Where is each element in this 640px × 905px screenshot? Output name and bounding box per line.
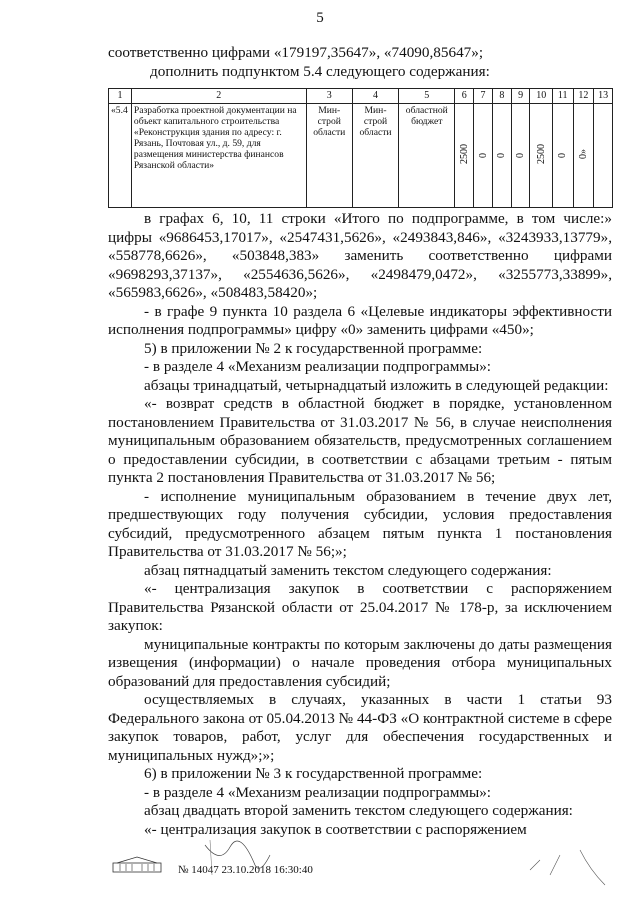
paragraph: муниципальные контракты по которым заключены до даты размещения извещения (информации) о начале проведения отбора муниципальных образований для предоставления субсидий; <box>108 635 612 690</box>
col-header: 5 <box>399 89 455 104</box>
table-row <box>109 104 613 208</box>
row-executor: Мин-строй области <box>306 104 352 208</box>
col-header: 10 <box>530 89 552 104</box>
paragraph: «- централизация закупок в соответствии с распоряжением <box>144 820 527 838</box>
paragraph: «- централизация закупок в соответствии с распоряжением Правительства Рязанской области от 25.04.2017 № 178-р, за исключением закупок: <box>108 580 612 634</box>
intro-block <box>108 44 612 81</box>
intro-line-1: соответственно цифрами «179197,35647», «74090,85647»; <box>108 44 484 61</box>
cell-c9: 0 <box>515 153 527 158</box>
table-header-row <box>109 89 613 104</box>
cell-c11: 0 <box>557 153 569 158</box>
cell-c8: 0 <box>496 153 508 158</box>
page-number: 5 <box>316 10 324 26</box>
col-header: 7 <box>474 89 493 104</box>
col-header: 1 <box>109 89 132 104</box>
paragraph: - в графе 9 пункта 10 раздела 6 «Целевые индикаторы эффективности исполнения подпрограммы» цифру «0» заменить цифрами «450»; <box>108 302 612 338</box>
paragraph: - исполнение муниципальным образованием в течение двух лет, предшествующих году получения субсидии, условия предоставления субсидий, предусмотренного абзацем пятым пункта 1 постановления Правительства от 31.03.2017 № 56;»; <box>108 487 612 560</box>
col-header: 8 <box>492 89 511 104</box>
cell-c12: 0» <box>577 149 589 159</box>
cell-c6: 2500 <box>458 144 470 164</box>
col-header: 6 <box>455 89 474 104</box>
paragraph: абзац пятнадцатый заменить текстом следующего содержания: <box>144 561 552 579</box>
paragraph: абзацы тринадцатый, четырнадцатый изложить в следующей редакции: <box>144 376 609 394</box>
body-text <box>108 210 612 839</box>
paragraph: абзац двадцать второй заменить текстом следующего содержания: <box>144 802 573 819</box>
cell-c7: 0 <box>477 153 489 158</box>
paragraph: - в разделе 4 «Механизм реализации подпрограммы»: <box>144 783 492 801</box>
col-header: 11 <box>552 89 573 104</box>
paragraph: 6) в приложении № 3 к государственной программе: <box>144 765 483 782</box>
document-reference: № 14047 23.10.2018 16:30:40 <box>178 864 313 876</box>
paragraph: 5) в приложении № 2 к государственной программе: <box>144 339 483 357</box>
paragraph: осуществляемых в случаях, указанных в части 1 статьи 93 Федерального закона от 05.04.2013 № 44-ФЗ «О контрактной системе в сфере закупок товаров, работ, услуг для обеспечения государственных и муниципальных нужд»;»; <box>108 691 612 764</box>
paragraph: «- возврат средств в областной бюджет в порядке, установленном постановлением Правительства от 31.03.2017 № 56, в случае неисполнения муниципальным образованием обязательств, предусмотренных соглашением о предоставлении субсидии, в соответствии с абзацами третьим - пятым пункта 2 постановления Правительства от 31.03.2017 № 56; <box>108 395 612 486</box>
col-header: 13 <box>594 89 613 104</box>
col-header: 2 <box>131 89 306 104</box>
cell-c10: 2500 <box>535 144 547 164</box>
col-header: 9 <box>511 89 530 104</box>
row-number: «5.4 <box>109 104 132 208</box>
intro-line-2: дополнить подпунктом 5.4 следующего содержания: <box>150 62 490 80</box>
paragraph: - в разделе 4 «Механизм реализации подпрограммы»: <box>144 358 492 375</box>
row-description: Разработка проектной документации на объект капитального строительства «Реконструкция здания по адресу: г. Рязань, Почтовая ул., д. 59, для размещения министерства финансов Рязанской области» <box>131 104 306 208</box>
building-stamp-icon <box>112 856 162 874</box>
paragraph: в графах 6, 10, 11 строки «Итого по подпрограмме, в том числе:» цифры «9686453,17017», «2547431,5626», «2493843,846», «3243933,13779», «558778,6626», «503848,383» заменить соответственно цифрами «9698293,37137», «2554636,5626», «2498479,0472», «3255773,33899», «565983,6626», «508483,58420»; <box>108 210 612 301</box>
signature-marks <box>520 840 610 890</box>
col-header: 3 <box>306 89 352 104</box>
signature-scribble <box>200 835 280 885</box>
row-funding-source: областной бюджет <box>399 104 455 208</box>
col-header: 12 <box>573 89 594 104</box>
amendment-table <box>108 88 613 208</box>
col-header: 4 <box>352 89 398 104</box>
row-coexecutor: Мин-строй области <box>352 104 398 208</box>
